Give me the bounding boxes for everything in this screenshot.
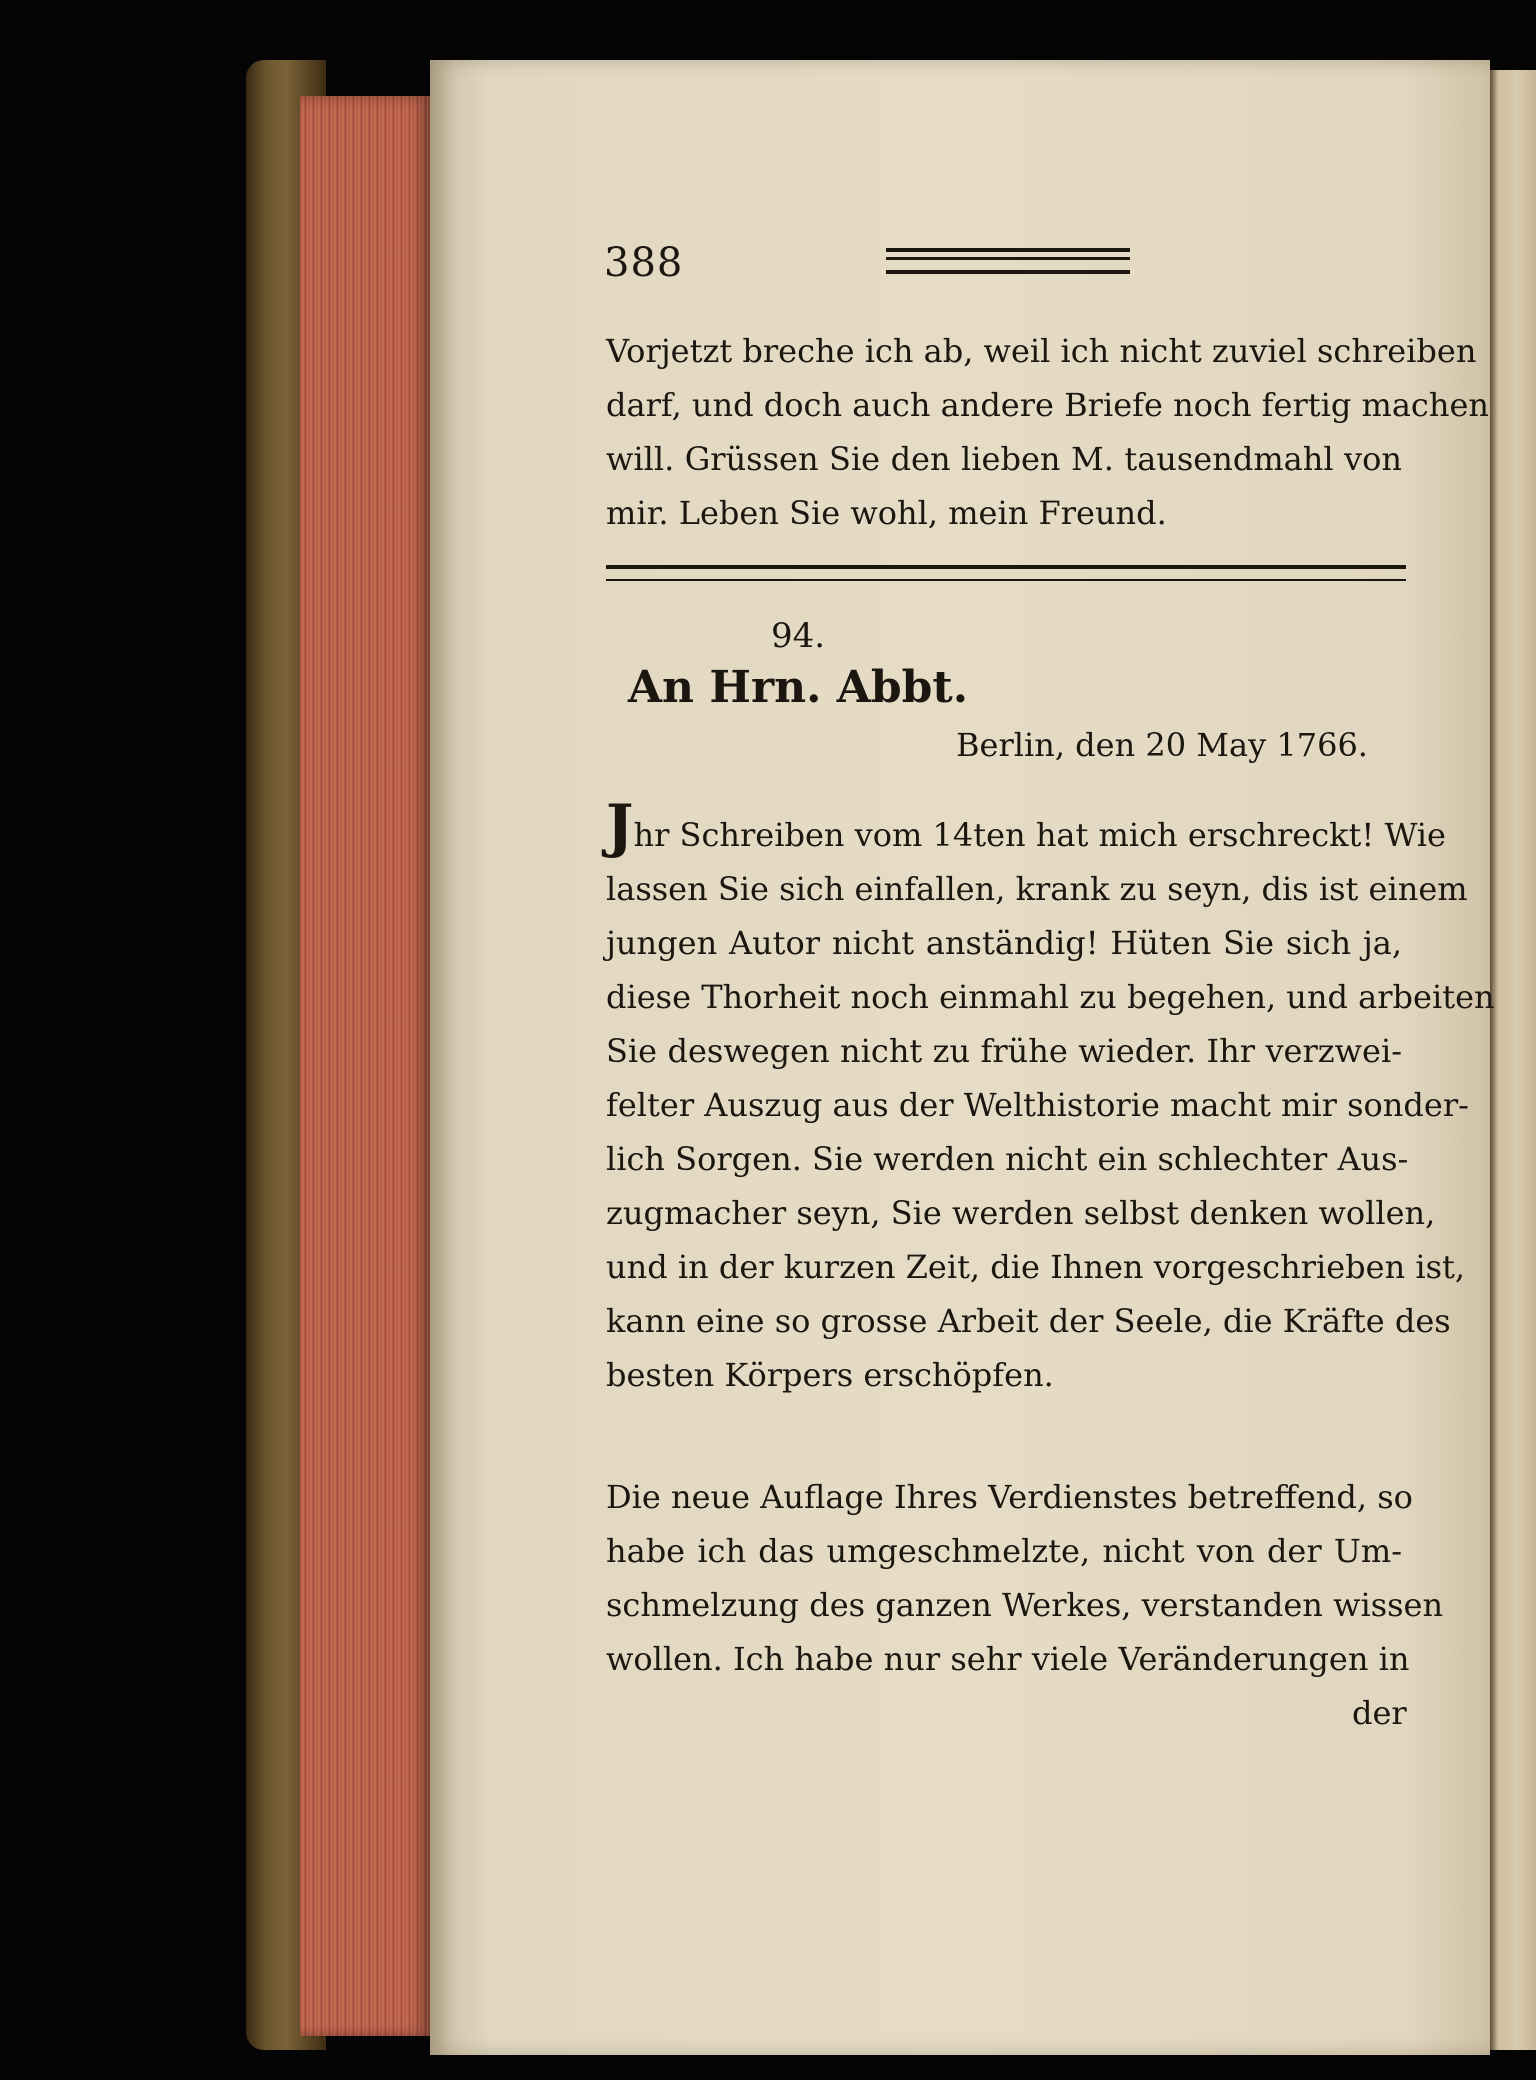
letter-address: An Hrn. Abbt.: [627, 662, 969, 713]
text-line: habe ich das umgeschmelzte, nicht von der Um-: [606, 1532, 1402, 1570]
text-line: Sie deswegen nicht zu frühe wieder. Ihr verzwei-: [606, 1032, 1402, 1070]
text-line: will. Grüssen Sie den lieben M. tausendmahl von: [606, 440, 1402, 478]
text-line: zugmacher seyn, Sie werden selbst denken wollen,: [606, 1194, 1436, 1232]
text-line: Die neue Auflage Ihres Verdienstes betreffend, so: [606, 1478, 1413, 1516]
text-line: kann eine so grosse Arbeit der Seele, die Kräfte des: [606, 1302, 1451, 1340]
catchword: der: [1352, 1694, 1407, 1732]
text-line: mir. Leben Sie wohl, mein Freund.: [606, 494, 1167, 532]
text-line: und in der kurzen Zeit, die Ihnen vorgeschrieben ist,: [606, 1248, 1466, 1286]
section-rule: [606, 565, 1406, 581]
text-line: wollen. Ich habe nur sehr viele Veränderungen in: [606, 1640, 1410, 1678]
letter-number: 94.: [770, 616, 826, 656]
text-line: diese Thorheit noch einmahl zu begehen, und arbeiten: [606, 978, 1495, 1016]
text-line: Vorjetzt breche ich ab, weil ich nicht zuviel schreiben: [606, 332, 1477, 370]
letter-date: Berlin, den 20 May 1766.: [956, 726, 1368, 764]
text-line-first: [606, 792, 1446, 864]
drop-initial: J: [606, 792, 634, 860]
first-line-text: hr Schreiben vom 14ten hat mich erschreckt! Wie: [633, 816, 1446, 854]
text-line: schmelzung des ganzen Werkes, verstanden wissen: [606, 1586, 1444, 1624]
header-ornament: [886, 248, 1130, 274]
text-line: lich Sorgen. Sie werden nicht ein schlechter Aus-: [606, 1140, 1409, 1178]
text-line: felter Auszug aus der Welthistorie macht mir sonder-: [606, 1086, 1469, 1124]
page-number: 388: [604, 240, 684, 286]
text-line: lassen Sie sich einfallen, krank zu seyn, dis ist einem: [606, 870, 1468, 908]
text-line: jungen Autor nicht anständig! Hüten Sie sich ja,: [606, 924, 1402, 962]
text-line: darf, und doch auch andere Briefe noch fertig machen: [606, 386, 1489, 424]
text-line: besten Körpers erschöpfen.: [606, 1356, 1054, 1394]
